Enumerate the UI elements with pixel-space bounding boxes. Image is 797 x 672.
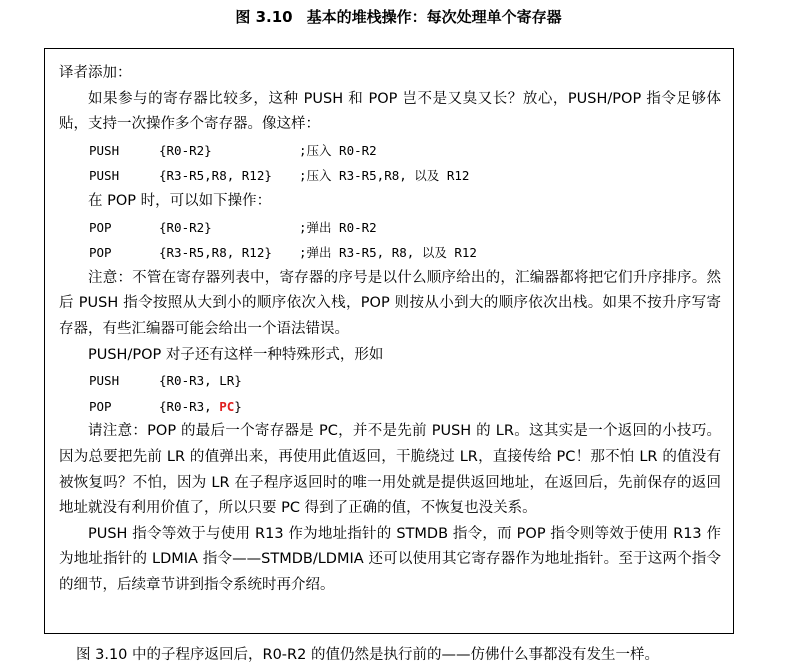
footer-text: 图 3.10 中的子程序返回后，R0-R2 的值仍然是执行前的——仿佛什么事都没有发生一样。 (76, 647, 659, 663)
intro-paragraph: 如果参与的寄存器比较多，这种 PUSH 和 POP 岂不是又臭又长？放心，PUSH/POP 指令足够体贴，支持一次操作多个寄存器。像这样： (59, 90, 721, 133)
code-comment: ;压入 R0-R2 (299, 142, 377, 158)
code-op: PUSH (89, 142, 120, 158)
figure-caption (0, 6, 797, 28)
code-args: {R3-R5,R8, R12} (159, 168, 272, 184)
note-heading: 译者添加： (59, 65, 132, 81)
special-form-intro: PUSH/POP 对子还有这样一种特殊形式，形如 (88, 346, 384, 363)
code-comment: ;弹出 R3-R5, R8, 以及 R12 (299, 245, 477, 261)
code-args: {R0-R2} (159, 219, 212, 235)
pop-intro: 在 POP 时，可以如下操作： (88, 192, 272, 209)
pc-register-highlight: PC (219, 398, 235, 414)
code-op: POP (89, 219, 112, 235)
translator-note-box (44, 48, 734, 634)
translator-note-content (59, 61, 721, 598)
code-args: {R0-R2} (159, 142, 212, 158)
code-args: {R0-R3, LR} (159, 373, 242, 389)
code-op: PUSH (89, 373, 120, 389)
code-args-prefix: {R0-R3, (159, 398, 220, 414)
attention-paragraph: 注意：不管在寄存器列表中，寄存器的序号是以什么顺序给出的，汇编器都将把它们升序排序。然后 PUSH 指令按照从大到小的顺序依次入栈，POP 则按从小到大的顺序依次出栈。如果不按升序写寄存器，有些汇编器可能会给出一个语法错误。 (59, 269, 721, 337)
code-op: POP (89, 398, 112, 414)
code-line (59, 163, 721, 189)
figure-title: 基本的堆栈操作：每次处理单个寄存器 (306, 8, 562, 26)
code-line (59, 138, 721, 164)
code-args-suffix: } (234, 398, 242, 414)
code-comment: ;压入 R3-R5,R8, 以及 R12 (299, 168, 470, 184)
code-line (59, 215, 721, 241)
equivalence-paragraph: PUSH 指令等效于与使用 R13 作为地址指针的 STMDB 指令，而 POP 指令则等效于使用 R13 作为地址指针的 LDMIA 指令——STMDB/LDMIA 还可以使用其它寄存器作为地址指针。至于这两个指令的细节，后续章节讲到指令系统时再介绍。 (59, 525, 721, 593)
code-op: PUSH (89, 168, 120, 184)
code-args: {R3-R5,R8, R12} (159, 245, 272, 261)
code-op: POP (89, 245, 112, 261)
code-line (59, 368, 721, 394)
code-comment: ;弹出 R0-R2 (299, 219, 377, 235)
figure-number: 图 3.10 (235, 8, 293, 26)
code-line (59, 240, 721, 266)
pc-note-paragraph: 请注意：POP 的最后一个寄存器是 PC，并不是先前 PUSH 的 LR。这其实是一个返回的小技巧。因为总要把先前 LR 的值弹出来，再使用此值返回，干脆绕过 LR，直接传给 PC！那不怕 LR 的值没有被恢复吗？不怕，因为 LR 在子程序返回时的唯一用处就是提供返回地址，在返回后，先前保存的返回地址就没有利用价值了，所以只要 PC 得到了正确的值，不恢复也没关系。 (59, 423, 721, 517)
code-line (59, 394, 721, 420)
